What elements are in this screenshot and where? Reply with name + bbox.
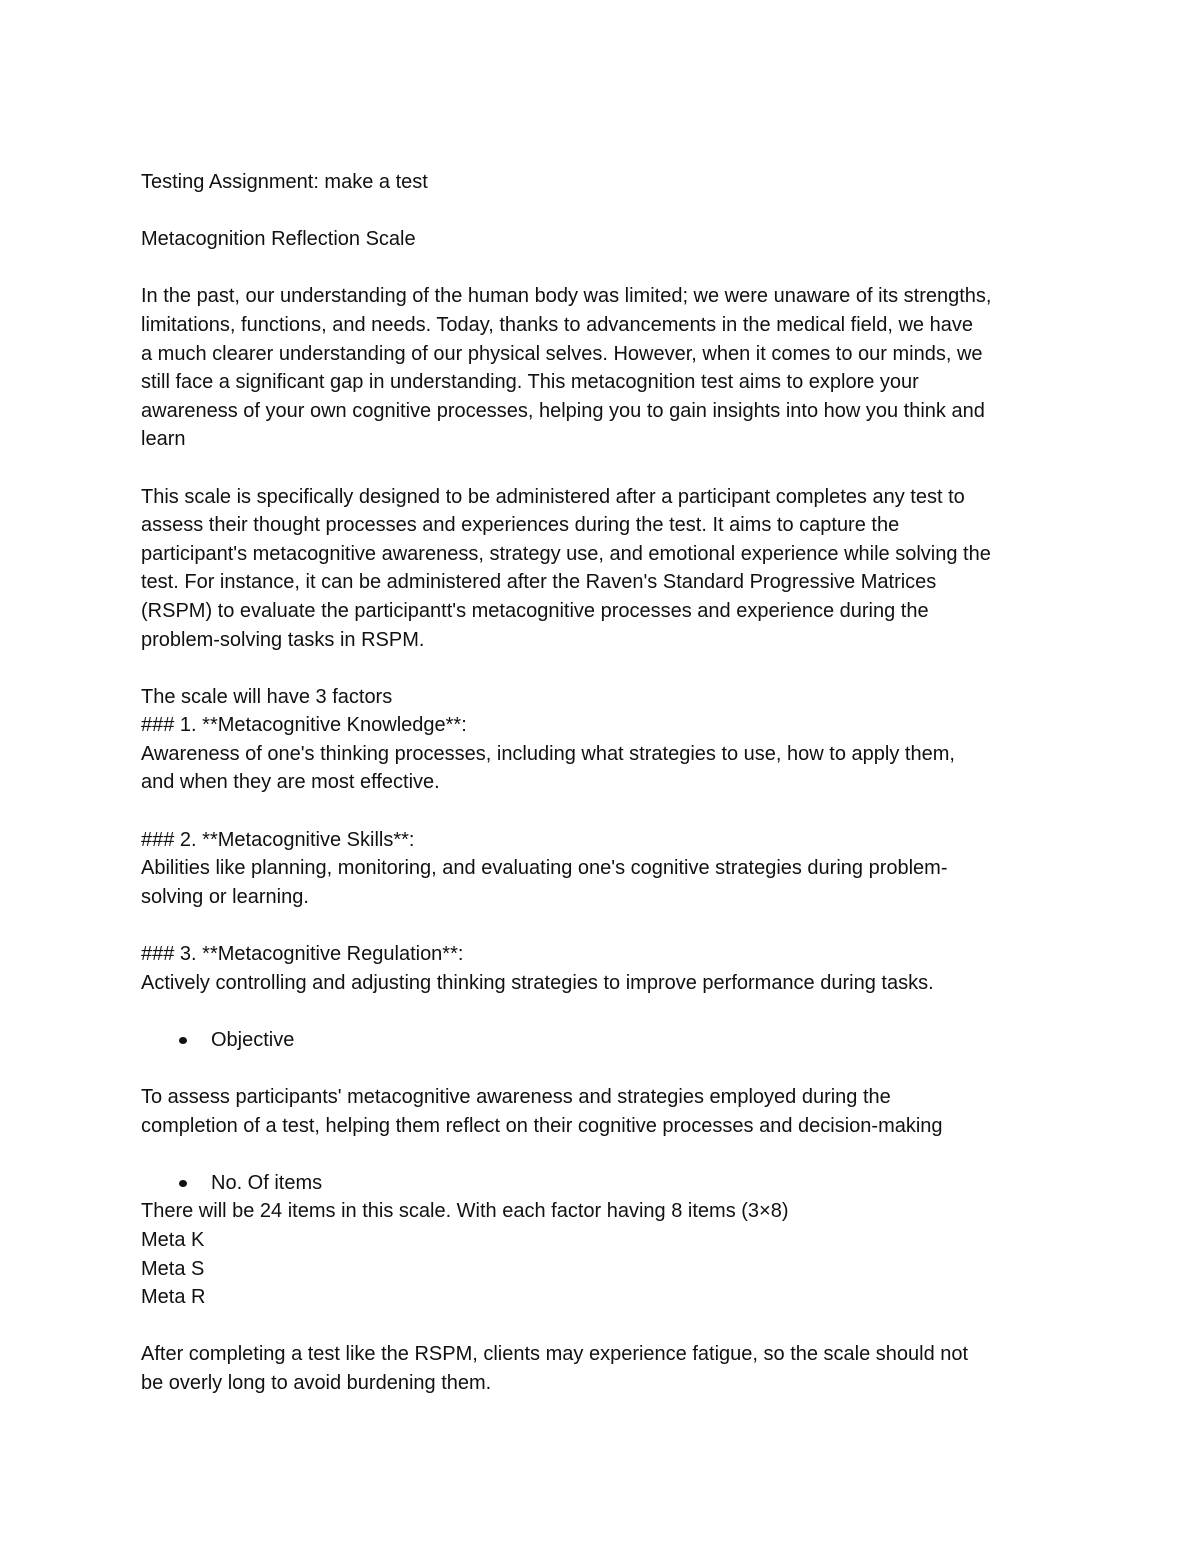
intro-paragraph (141, 282, 1076, 454)
factor-1 (141, 711, 1076, 797)
bullet-label: Objective (211, 1028, 295, 1051)
bullet-label: No. Of items (211, 1171, 323, 1194)
spacer (141, 997, 1076, 1026)
factors-intro: The scale will have 3 factors (141, 685, 393, 708)
spacer (141, 254, 1076, 283)
factor-description: solving or learning. (141, 885, 309, 908)
spacer (141, 1140, 1076, 1169)
items-bullet (141, 1169, 1076, 1198)
scale-line: test. For instance, it can be administered after the Raven's Standard Progressive Matrices (141, 571, 937, 594)
factor-2 (141, 826, 1076, 912)
intro-line: a much clearer understanding of our physical selves. However, when it comes to our minds, we (141, 342, 983, 365)
factor-heading: ### 3. **Metacognitive Regulation**: (141, 943, 464, 966)
intro-line: limitations, functions, and needs. Today, thanks to advancements in the medical field, we have (141, 313, 973, 336)
spacer (141, 654, 1076, 683)
factor-description: Abilities like planning, monitoring, and evaluating one's cognitive strategies during problem- (141, 857, 948, 880)
items-line: Meta K (141, 1228, 205, 1251)
items-line: There will be 24 items in this scale. With each factor having 8 items (3×8) (141, 1200, 789, 1223)
scale-line: assess their thought processes and experiences during the test. It aims to capture the (141, 514, 900, 537)
closing-line: After completing a test like the RSPM, clients may experience fatigue, so the scale should not (141, 1343, 969, 1366)
bullet-dot-icon (179, 1037, 187, 1044)
items-paragraph (141, 1197, 1076, 1311)
objective-paragraph (141, 1083, 1076, 1140)
spacer (141, 797, 1076, 826)
factor-3 (141, 940, 1076, 997)
document-title: Testing Assignment: make a test (141, 171, 428, 193)
intro-line: awareness of your own cognitive processes, helping you to gain insights into how you think and (141, 399, 985, 422)
items-line: Meta R (141, 1286, 206, 1309)
scale-line: problem-solving tasks in RSPM. (141, 628, 425, 651)
intro-line: learn (141, 428, 186, 451)
spacer (141, 1054, 1076, 1083)
scale-line: This scale is specifically designed to be administered after a participant completes any test to (141, 485, 965, 508)
factor-description: Awareness of one's thinking processes, including what strategies to use, how to apply them, (141, 742, 955, 765)
factor-heading: ### 2. **Metacognitive Skills**: (141, 828, 415, 851)
items-line: Meta S (141, 1257, 205, 1280)
closing-paragraph (141, 1340, 1076, 1397)
scale-line: (RSPM) to evaluate the participantt's metacognitive processes and experience during the (141, 599, 929, 622)
scale-line: participant's metacognitive awareness, strategy use, and emotional experience while solving the (141, 542, 991, 565)
closing-line: be overly long to avoid burdening them. (141, 1371, 492, 1394)
scale-paragraph (141, 483, 1076, 655)
bullet-dot-icon (179, 1180, 187, 1187)
intro-line: still face a significant gap in understanding. This metacognition test aims to explore your (141, 371, 919, 394)
spacer (141, 1312, 1076, 1341)
factor-heading: ### 1. **Metacognitive Knowledge**: (141, 714, 467, 737)
spacer (141, 454, 1076, 483)
document-page (141, 168, 1076, 1398)
factor-description: and when they are most effective. (141, 771, 440, 794)
factor-description: Actively controlling and adjusting thinking strategies to improve performance during tasks. (141, 971, 934, 994)
objective-line: completion of a test, helping them reflect on their cognitive processes and decision-making (141, 1114, 943, 1137)
objective-line: To assess participants' metacognitive awareness and strategies employed during the (141, 1086, 891, 1108)
spacer (141, 911, 1076, 940)
intro-line: In the past, our understanding of the human body was limited; we were unaware of its strengths, (141, 285, 992, 308)
spacer (141, 197, 1076, 226)
objective-bullet (141, 1026, 1076, 1055)
document-subtitle: Metacognition Reflection Scale (141, 228, 416, 251)
